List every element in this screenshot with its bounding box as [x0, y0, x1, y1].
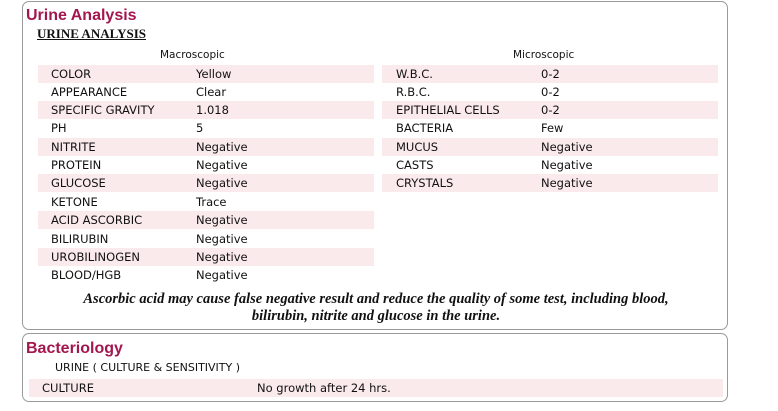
macro-row-specific-gravity	[38, 101, 374, 119]
micro-row-epithelial-cells	[382, 101, 718, 119]
macro-label: APPEARANCE	[51, 85, 128, 99]
micro-label: R.B.C.	[396, 85, 431, 99]
macro-label: GLUCOSE	[51, 176, 106, 190]
macro-value: 5	[196, 121, 204, 135]
macro-value: Negative	[196, 176, 248, 190]
macroscopic-heading: Macroscopic	[160, 49, 225, 61]
urine-analysis-title: Urine Analysis	[26, 7, 137, 24]
micro-value: 0-2	[541, 103, 560, 117]
micro-row-mucus	[382, 138, 718, 156]
macro-value: Negative	[196, 213, 248, 227]
macro-label: NITRITE	[51, 140, 96, 154]
macro-label: PROTEIN	[51, 158, 102, 172]
macro-row-acid-ascorbic	[38, 211, 374, 229]
macro-label: COLOR	[51, 67, 92, 81]
macro-value: Negative	[196, 232, 248, 246]
micro-value: Negative	[541, 140, 593, 154]
culture-row	[29, 379, 723, 397]
macro-row-appearance	[38, 83, 374, 101]
micro-value: 0-2	[541, 85, 560, 99]
bacteriology-subtitle: URINE ( CULTURE & SENSITIVITY )	[55, 361, 241, 374]
macro-row-ph	[38, 119, 374, 137]
micro-row-bacteria	[382, 119, 718, 137]
bacteriology-title: Bacteriology	[26, 340, 123, 357]
macro-value: Negative	[196, 158, 248, 172]
macro-label: PH	[51, 121, 67, 135]
micro-label: CASTS	[396, 158, 434, 172]
macro-row-color	[38, 65, 374, 83]
micro-row-rbc	[382, 83, 718, 101]
ascorbic-acid-note	[23, 291, 729, 325]
micro-row-crystals	[382, 174, 718, 192]
micro-label: MUCUS	[396, 140, 439, 154]
bacteriology-panel	[22, 333, 728, 402]
macro-value: 1.018	[196, 103, 229, 117]
micro-label: W.B.C.	[396, 67, 433, 81]
micro-label: CRYSTALS	[396, 176, 454, 190]
macro-value: Yellow	[196, 67, 232, 81]
culture-value: No growth after 24 hrs.	[257, 381, 391, 395]
micro-value: 0-2	[541, 67, 560, 81]
macro-label: UROBILINOGEN	[51, 250, 140, 264]
culture-label: CULTURE	[42, 381, 94, 395]
macro-row-bilirubin	[38, 230, 374, 248]
macro-value: Negative	[196, 268, 248, 282]
micro-row-casts	[382, 156, 718, 174]
micro-row-wbc	[382, 65, 718, 83]
note-line-2: bilirubin, nitrite and glucose in the urine.	[251, 308, 501, 324]
macro-row-glucose	[38, 174, 374, 192]
micro-label: BACTERIA	[396, 121, 454, 135]
urine-analysis-subtitle: URINE ANALYSIS	[37, 26, 146, 41]
microscopic-heading: Microscopic	[513, 49, 575, 61]
macro-label: SPECIFIC GRAVITY	[51, 103, 155, 117]
macro-row-ketone	[38, 193, 374, 211]
macro-value: Negative	[196, 140, 248, 154]
macro-value: Trace	[196, 195, 227, 209]
macro-value: Clear	[196, 85, 227, 99]
urine-analysis-panel	[22, 1, 728, 330]
macro-value: Negative	[196, 250, 248, 264]
macro-label: BILIRUBIN	[51, 232, 109, 246]
macro-row-blood-hgb	[38, 266, 374, 284]
macro-row-nitrite	[38, 138, 374, 156]
micro-label: EPITHELIAL CELLS	[396, 103, 500, 117]
micro-value: Few	[541, 121, 564, 135]
micro-value: Negative	[541, 158, 593, 172]
note-line-1: Ascorbic acid may cause false negative result and reduce the quality of some test, including blood,	[83, 291, 669, 307]
macro-label: ACID ASCORBIC	[51, 213, 143, 227]
micro-value: Negative	[541, 176, 593, 190]
macro-row-urobilinogen	[38, 248, 374, 266]
macro-label: KETONE	[51, 195, 98, 209]
macro-label: BLOOD/HGB	[51, 268, 122, 282]
macro-row-protein	[38, 156, 374, 174]
